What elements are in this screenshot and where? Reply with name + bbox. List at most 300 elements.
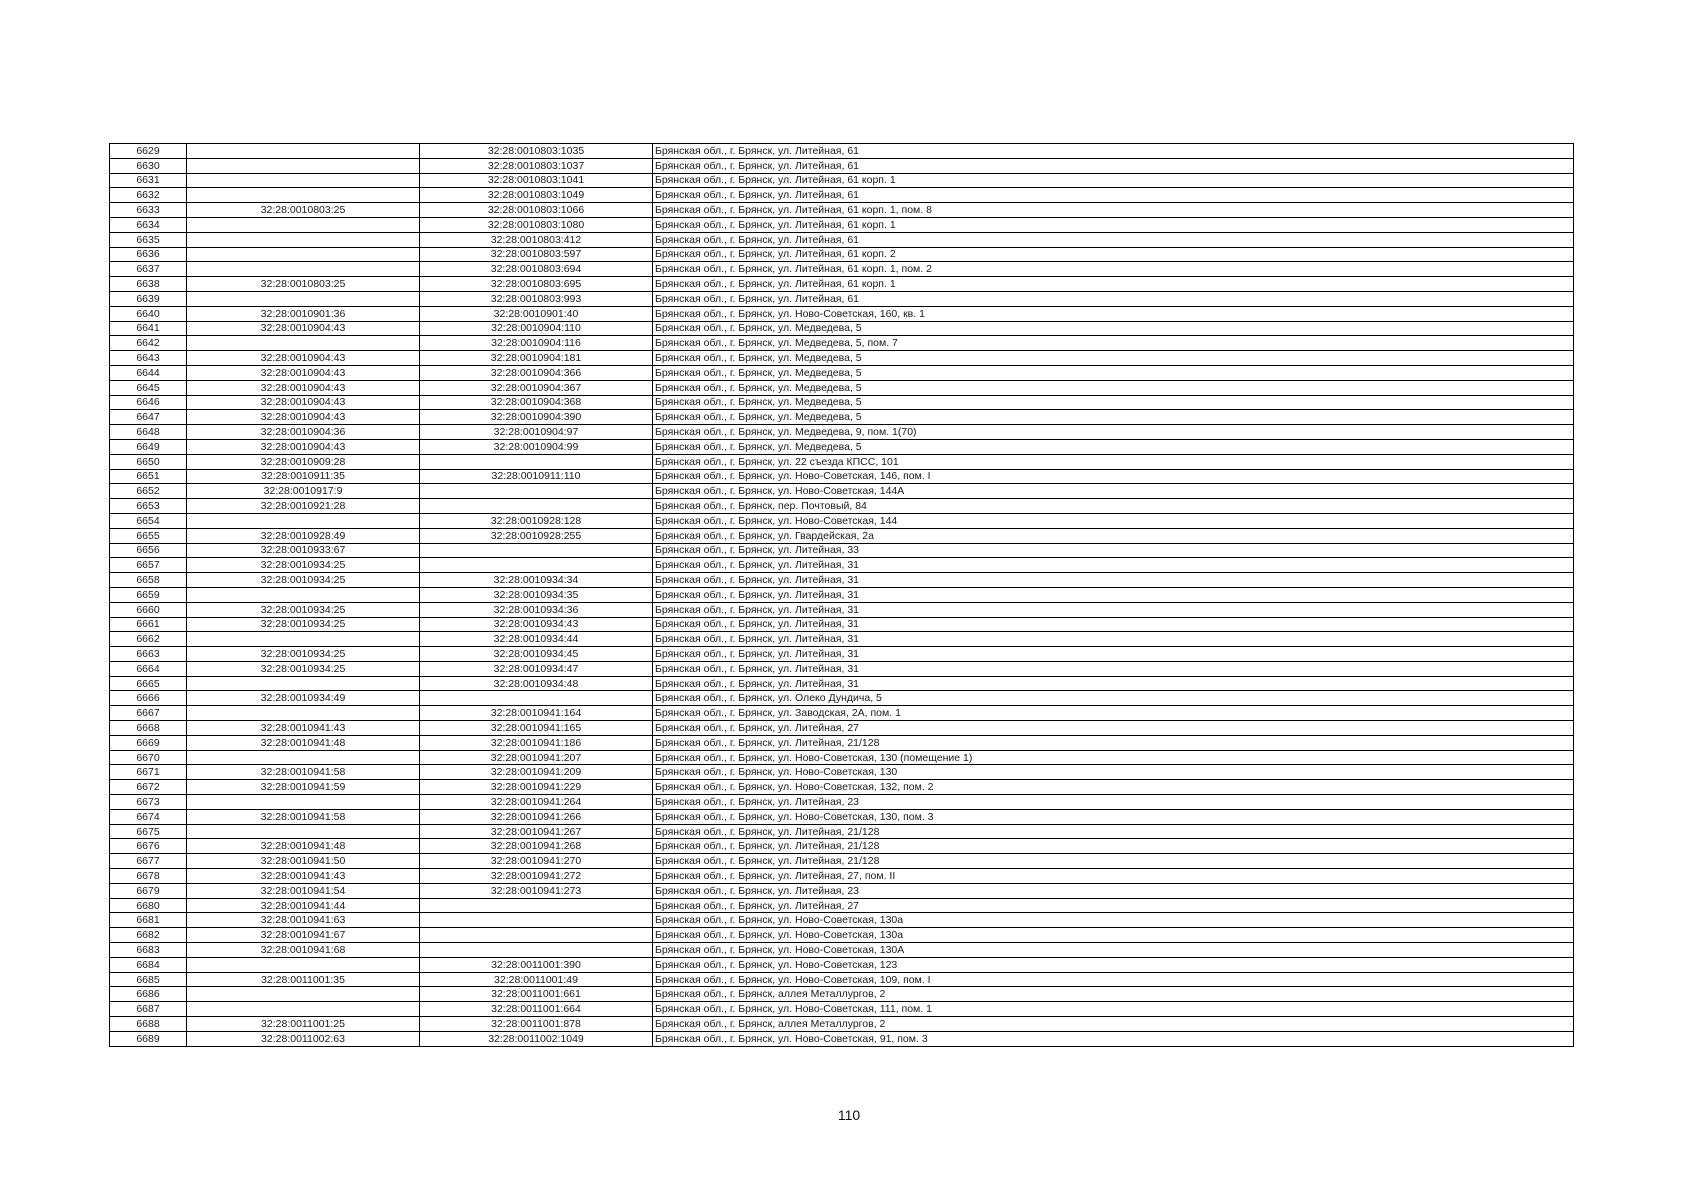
- address-cell: Брянская обл., г. Брянск, ул. Медведева, 5: [653, 321, 1574, 336]
- table-row: [110, 1017, 1574, 1032]
- table-row: [110, 217, 1574, 232]
- cadastral-number-cell: 32:28:0010941:209: [420, 765, 653, 780]
- cadastral-number-cell: 32:28:0010941:266: [420, 809, 653, 824]
- document-sheet: [109, 143, 1574, 1047]
- row-number-cell: 6647: [110, 410, 187, 425]
- table-row: [110, 706, 1574, 721]
- table-row: [110, 587, 1574, 602]
- cadastral-number-cell: 32:28:0010941:273: [420, 883, 653, 898]
- row-number-cell: 6649: [110, 439, 187, 454]
- row-number-cell: 6645: [110, 380, 187, 395]
- cadastral-number-cell: 32:28:0010904:368: [420, 395, 653, 410]
- row-number-cell: 6648: [110, 425, 187, 440]
- row-number-cell: 6684: [110, 957, 187, 972]
- address-cell: Брянская обл., г. Брянск, ул. Ново-Советская, 130А: [653, 943, 1574, 958]
- row-number-cell: 6688: [110, 1017, 187, 1032]
- address-cell: Брянская обл., г. Брянск, ул. Ново-Советская, 144А: [653, 484, 1574, 499]
- cadastral-number-cell: 32:28:0010803:597: [420, 247, 653, 262]
- parent-cadastral-number-cell: 32:28:0010928:49: [187, 528, 420, 543]
- address-cell: Брянская обл., г. Брянск, ул. Медведева, 5: [653, 365, 1574, 380]
- cadastral-number-cell: 32:28:0010904:110: [420, 321, 653, 336]
- parent-cadastral-number-cell: [187, 676, 420, 691]
- parent-cadastral-number-cell: [187, 750, 420, 765]
- address-cell: Брянская обл., г. Брянск, ул. Литейная, 31: [653, 632, 1574, 647]
- row-number-cell: 6652: [110, 484, 187, 499]
- cadastral-number-cell: 32:28:0010904:97: [420, 425, 653, 440]
- address-cell: Брянская обл., г. Брянск, ул. Гвардейская, 2а: [653, 528, 1574, 543]
- table-row: [110, 928, 1574, 943]
- parent-cadastral-number-cell: 32:28:0010941:43: [187, 869, 420, 884]
- table-row: [110, 558, 1574, 573]
- parent-cadastral-number-cell: 32:28:0011001:35: [187, 972, 420, 987]
- cadastral-number-cell: 32:28:0010941:164: [420, 706, 653, 721]
- address-cell: Брянская обл., г. Брянск, ул. Литейная, 31: [653, 573, 1574, 588]
- cadastral-number-cell: 32:28:0010934:34: [420, 573, 653, 588]
- parent-cadastral-number-cell: 32:28:0010904:43: [187, 321, 420, 336]
- table-row: [110, 898, 1574, 913]
- cadastral-number-cell: 32:28:0010934:44: [420, 632, 653, 647]
- row-number-cell: 6675: [110, 824, 187, 839]
- cadastral-number-cell: 32:28:0011001:390: [420, 957, 653, 972]
- table-row: [110, 676, 1574, 691]
- cadastral-number-cell: 32:28:0010904:367: [420, 380, 653, 395]
- parent-cadastral-number-cell: [187, 247, 420, 262]
- row-number-cell: 6679: [110, 883, 187, 898]
- row-number-cell: 6660: [110, 602, 187, 617]
- parent-cadastral-number-cell: [187, 706, 420, 721]
- cadastral-number-cell: 32:28:0011001:661: [420, 987, 653, 1002]
- row-number-cell: 6671: [110, 765, 187, 780]
- table-row: [110, 602, 1574, 617]
- address-cell: Брянская обл., г. Брянск, ул. Литейная, 61 корп. 1: [653, 277, 1574, 292]
- table-row: [110, 824, 1574, 839]
- address-cell: Брянская обл., г. Брянск, ул. Литейная, 31: [653, 676, 1574, 691]
- address-cell: Брянская обл., г. Брянск, ул. Медведева, 5: [653, 351, 1574, 366]
- address-cell: Брянская обл., г. Брянск, пер. Почтовый, 84: [653, 499, 1574, 514]
- parent-cadastral-number-cell: [187, 158, 420, 173]
- table-row: [110, 943, 1574, 958]
- cadastral-number-cell: 32:28:0010941:267: [420, 824, 653, 839]
- address-cell: Брянская обл., г. Брянск, ул. Литейная, 61: [653, 144, 1574, 159]
- address-cell: Брянская обл., г. Брянск, ул. Ново-Советская, 146, пом. I: [653, 469, 1574, 484]
- table-row: [110, 469, 1574, 484]
- parent-cadastral-number-cell: [187, 824, 420, 839]
- parent-cadastral-number-cell: [187, 336, 420, 351]
- row-number-cell: 6681: [110, 913, 187, 928]
- address-cell: Брянская обл., г. Брянск, ул. Медведева, 5: [653, 380, 1574, 395]
- table-row: [110, 617, 1574, 632]
- cadastral-number-cell: [420, 691, 653, 706]
- row-number-cell: 6644: [110, 365, 187, 380]
- address-cell: Брянская обл., г. Брянск, ул. Литейная, 23: [653, 795, 1574, 810]
- address-cell: Брянская обл., г. Брянск, ул. Литейная, 61 корп. 2: [653, 247, 1574, 262]
- table-row: [110, 632, 1574, 647]
- row-number-cell: 6636: [110, 247, 187, 262]
- row-number-cell: 6631: [110, 173, 187, 188]
- parent-cadastral-number-cell: [187, 188, 420, 203]
- row-number-cell: 6630: [110, 158, 187, 173]
- address-cell: Брянская обл., г. Брянск, ул. Ново-Советская, 130 (помещение 1): [653, 750, 1574, 765]
- row-number-cell: 6670: [110, 750, 187, 765]
- address-cell: Брянская обл., г. Брянск, ул. Литейная, 31: [653, 602, 1574, 617]
- cadastral-number-cell: 32:28:0010928:255: [420, 528, 653, 543]
- parent-cadastral-number-cell: 32:28:0011001:25: [187, 1017, 420, 1032]
- parent-cadastral-number-cell: [187, 587, 420, 602]
- table-row: [110, 351, 1574, 366]
- parent-cadastral-number-cell: 32:28:0010941:58: [187, 809, 420, 824]
- address-cell: Брянская обл., г. Брянск, ул. Ново-Советская, 109, пом. I: [653, 972, 1574, 987]
- cadastral-number-cell: 32:28:0010941:186: [420, 735, 653, 750]
- table-row: [110, 839, 1574, 854]
- parent-cadastral-number-cell: 32:28:0010941:43: [187, 721, 420, 736]
- cadastral-number-cell: [420, 454, 653, 469]
- parent-cadastral-number-cell: 32:28:0010904:43: [187, 439, 420, 454]
- row-number-cell: 6633: [110, 203, 187, 218]
- row-number-cell: 6659: [110, 587, 187, 602]
- table-row: [110, 336, 1574, 351]
- row-number-cell: 6638: [110, 277, 187, 292]
- parent-cadastral-number-cell: [187, 1002, 420, 1017]
- row-number-cell: 6641: [110, 321, 187, 336]
- address-cell: Брянская обл., г. Брянск, ул. Медведева, 5: [653, 439, 1574, 454]
- cadastral-number-cell: 32:28:0010928:128: [420, 513, 653, 528]
- parent-cadastral-number-cell: 32:28:0010941:48: [187, 839, 420, 854]
- cadastral-number-cell: 32:28:0010941:165: [420, 721, 653, 736]
- address-cell: Брянская обл., г. Брянск, ул. Литейная, 21/128: [653, 854, 1574, 869]
- cadastral-number-cell: 32:28:0010803:694: [420, 262, 653, 277]
- row-number-cell: 6650: [110, 454, 187, 469]
- table-row: [110, 188, 1574, 203]
- table-row: [110, 499, 1574, 514]
- parent-cadastral-number-cell: 32:28:0010934:49: [187, 691, 420, 706]
- table-row: [110, 661, 1574, 676]
- row-number-cell: 6664: [110, 661, 187, 676]
- row-number-cell: 6634: [110, 217, 187, 232]
- row-number-cell: 6678: [110, 869, 187, 884]
- row-number-cell: 6640: [110, 306, 187, 321]
- row-number-cell: 6682: [110, 928, 187, 943]
- cadastral-number-cell: 32:28:0010904:99: [420, 439, 653, 454]
- row-number-cell: 6655: [110, 528, 187, 543]
- table-row: [110, 869, 1574, 884]
- row-number-cell: 6651: [110, 469, 187, 484]
- address-cell: Брянская обл., г. Брянск, ул. Литейная, 31: [653, 617, 1574, 632]
- parent-cadastral-number-cell: 32:28:0010941:58: [187, 765, 420, 780]
- address-cell: Брянская обл., г. Брянск, ул. Ново-Советская, 132, пом. 2: [653, 780, 1574, 795]
- cadastral-number-cell: 32:28:0010901:40: [420, 306, 653, 321]
- table-row: [110, 321, 1574, 336]
- address-cell: Брянская обл., г. Брянск, ул. Медведева, 9, пом. 1(70): [653, 425, 1574, 440]
- cadastral-number-cell: 32:28:0010803:1049: [420, 188, 653, 203]
- address-cell: Брянская обл., г. Брянск, ул. Ново-Советская, 160, кв. 1: [653, 306, 1574, 321]
- address-cell: Брянская обл., г. Брянск, ул. 22 съезда КПСС, 101: [653, 454, 1574, 469]
- parent-cadastral-number-cell: [187, 217, 420, 232]
- address-cell: Брянская обл., г. Брянск, ул. Литейная, 31: [653, 661, 1574, 676]
- row-number-cell: 6656: [110, 543, 187, 558]
- table-row: [110, 528, 1574, 543]
- cadastral-number-cell: 32:28:0010934:35: [420, 587, 653, 602]
- address-cell: Брянская обл., г. Брянск, ул. Ново-Советская, 130а: [653, 913, 1574, 928]
- table-row: [110, 750, 1574, 765]
- cadastral-number-cell: [420, 913, 653, 928]
- address-cell: Брянская обл., г. Брянск, ул. Медведева, 5, пом. 7: [653, 336, 1574, 351]
- registry-table-body: [110, 144, 1574, 1047]
- table-row: [110, 277, 1574, 292]
- address-cell: Брянская обл., г. Брянск, ул. Литейная, 61: [653, 158, 1574, 173]
- cadastral-number-cell: 32:28:0010934:48: [420, 676, 653, 691]
- row-number-cell: 6669: [110, 735, 187, 750]
- parent-cadastral-number-cell: 32:28:0011002:63: [187, 1031, 420, 1046]
- cadastral-number-cell: [420, 499, 653, 514]
- parent-cadastral-number-cell: 32:28:0010934:25: [187, 647, 420, 662]
- address-cell: Брянская обл., г. Брянск, ул. Литейная, 21/128: [653, 735, 1574, 750]
- address-cell: Брянская обл., г. Брянск, ул. Литейная, 31: [653, 647, 1574, 662]
- cadastral-number-cell: 32:28:0010803:1035: [420, 144, 653, 159]
- row-number-cell: 6661: [110, 617, 187, 632]
- address-cell: Брянская обл., г. Брянск, ул. Олеко Дундича, 5: [653, 691, 1574, 706]
- row-number-cell: 6632: [110, 188, 187, 203]
- address-cell: Брянская обл., г. Брянск, ул. Литейная, 21/128: [653, 839, 1574, 854]
- parent-cadastral-number-cell: 32:28:0010934:25: [187, 558, 420, 573]
- row-number-cell: 6658: [110, 573, 187, 588]
- row-number-cell: 6637: [110, 262, 187, 277]
- row-number-cell: 6653: [110, 499, 187, 514]
- cadastral-number-cell: 32:28:0010941:264: [420, 795, 653, 810]
- table-row: [110, 439, 1574, 454]
- table-row: [110, 957, 1574, 972]
- address-cell: Брянская обл., г. Брянск, ул. Ново-Советская, 111, пом. 1: [653, 1002, 1574, 1017]
- parent-cadastral-number-cell: 32:28:0010803:25: [187, 203, 420, 218]
- row-number-cell: 6676: [110, 839, 187, 854]
- parent-cadastral-number-cell: 32:28:0010941:59: [187, 780, 420, 795]
- address-cell: Брянская обл., г. Брянск, аллея Металлургов, 2: [653, 1017, 1574, 1032]
- address-cell: Брянская обл., г. Брянск, ул. Ново-Советская, 130а: [653, 928, 1574, 943]
- cadastral-number-cell: 32:28:0010941:207: [420, 750, 653, 765]
- cadastral-number-cell: 32:28:0010934:47: [420, 661, 653, 676]
- parent-cadastral-number-cell: 32:28:0010933:67: [187, 543, 420, 558]
- page-number: 110: [837, 1107, 861, 1123]
- parent-cadastral-number-cell: 32:28:0010934:25: [187, 617, 420, 632]
- address-cell: Брянская обл., г. Брянск, ул. Литейная, 61 корп. 1, пом. 2: [653, 262, 1574, 277]
- row-number-cell: 6686: [110, 987, 187, 1002]
- table-row: [110, 573, 1574, 588]
- address-cell: Брянская обл., г. Брянск, ул. Литейная, 27: [653, 898, 1574, 913]
- table-row: [110, 795, 1574, 810]
- address-cell: Брянская обл., г. Брянск, ул. Литейная, 21/128: [653, 824, 1574, 839]
- parent-cadastral-number-cell: [187, 987, 420, 1002]
- row-number-cell: 6672: [110, 780, 187, 795]
- cadastral-number-cell: 32:28:0011001:49: [420, 972, 653, 987]
- parent-cadastral-number-cell: [187, 173, 420, 188]
- row-number-cell: 6654: [110, 513, 187, 528]
- parent-cadastral-number-cell: [187, 632, 420, 647]
- cadastral-number-cell: [420, 898, 653, 913]
- parent-cadastral-number-cell: [187, 232, 420, 247]
- address-cell: Брянская обл., г. Брянск, ул. Медведева, 5: [653, 395, 1574, 410]
- table-row: [110, 765, 1574, 780]
- row-number-cell: 6629: [110, 144, 187, 159]
- row-number-cell: 6677: [110, 854, 187, 869]
- address-cell: Брянская обл., г. Брянск, ул. Литейная, 61 корп. 1: [653, 217, 1574, 232]
- row-number-cell: 6683: [110, 943, 187, 958]
- cadastral-number-cell: 32:28:0010934:36: [420, 602, 653, 617]
- cadastral-number-cell: 32:28:0010904:181: [420, 351, 653, 366]
- table-row: [110, 543, 1574, 558]
- cadastral-number-cell: [420, 484, 653, 499]
- parent-cadastral-number-cell: 32:28:0010917:9: [187, 484, 420, 499]
- table-row: [110, 809, 1574, 824]
- row-number-cell: 6657: [110, 558, 187, 573]
- parent-cadastral-number-cell: 32:28:0010921:28: [187, 499, 420, 514]
- parent-cadastral-number-cell: 32:28:0010904:43: [187, 395, 420, 410]
- cadastral-number-cell: 32:28:0010904:390: [420, 410, 653, 425]
- row-number-cell: 6667: [110, 706, 187, 721]
- table-row: [110, 380, 1574, 395]
- parent-cadastral-number-cell: 32:28:0010934:25: [187, 573, 420, 588]
- row-number-cell: 6662: [110, 632, 187, 647]
- address-cell: Брянская обл., г. Брянск, ул. Литейная, 61 корп. 1, пом. 8: [653, 203, 1574, 218]
- table-row: [110, 395, 1574, 410]
- table-row: [110, 647, 1574, 662]
- table-row: [110, 1002, 1574, 1017]
- parent-cadastral-number-cell: 32:28:0010941:54: [187, 883, 420, 898]
- address-cell: Брянская обл., г. Брянск, ул. Литейная, 31: [653, 587, 1574, 602]
- row-number-cell: 6689: [110, 1031, 187, 1046]
- cadastral-number-cell: 32:28:0011001:664: [420, 1002, 653, 1017]
- table-row: [110, 410, 1574, 425]
- address-cell: Брянская обл., г. Брянск, ул. Литейная, 33: [653, 543, 1574, 558]
- table-row: [110, 247, 1574, 262]
- row-number-cell: 6663: [110, 647, 187, 662]
- cadastral-number-cell: 32:28:0010941:272: [420, 869, 653, 884]
- row-number-cell: 6668: [110, 721, 187, 736]
- address-cell: Брянская обл., г. Брянск, ул. Заводская, 2А, пом. 1: [653, 706, 1574, 721]
- parent-cadastral-number-cell: [187, 795, 420, 810]
- parent-cadastral-number-cell: 32:28:0010904:43: [187, 410, 420, 425]
- table-row: [110, 365, 1574, 380]
- row-number-cell: 6639: [110, 291, 187, 306]
- table-row: [110, 484, 1574, 499]
- table-row: [110, 987, 1574, 1002]
- row-number-cell: 6674: [110, 809, 187, 824]
- cadastral-number-cell: 32:28:0010803:1041: [420, 173, 653, 188]
- parent-cadastral-number-cell: 32:28:0010904:43: [187, 351, 420, 366]
- parent-cadastral-number-cell: 32:28:0010941:63: [187, 913, 420, 928]
- table-row: [110, 173, 1574, 188]
- address-cell: Брянская обл., г. Брянск, ул. Литейная, 61: [653, 232, 1574, 247]
- table-row: [110, 158, 1574, 173]
- parent-cadastral-number-cell: 32:28:0010934:25: [187, 661, 420, 676]
- address-cell: Брянская обл., г. Брянск, ул. Литейная, 27: [653, 721, 1574, 736]
- cadastral-number-cell: 32:28:0010904:366: [420, 365, 653, 380]
- cadastral-number-cell: 32:28:0010803:695: [420, 277, 653, 292]
- address-cell: Брянская обл., г. Брянск, ул. Ново-Советская, 144: [653, 513, 1574, 528]
- row-number-cell: 6665: [110, 676, 187, 691]
- cadastral-number-cell: 32:28:0010803:1037: [420, 158, 653, 173]
- table-row: [110, 291, 1574, 306]
- row-number-cell: 6666: [110, 691, 187, 706]
- table-row: [110, 780, 1574, 795]
- table-row: [110, 203, 1574, 218]
- cadastral-number-cell: 32:28:0010803:1080: [420, 217, 653, 232]
- row-number-cell: 6687: [110, 1002, 187, 1017]
- cadastral-number-cell: 32:28:0010911:110: [420, 469, 653, 484]
- row-number-cell: 6685: [110, 972, 187, 987]
- cadastral-number-cell: 32:28:0010803:993: [420, 291, 653, 306]
- row-number-cell: 6646: [110, 395, 187, 410]
- parent-cadastral-number-cell: 32:28:0010941:50: [187, 854, 420, 869]
- table-row: [110, 513, 1574, 528]
- table-row: [110, 1031, 1574, 1046]
- parent-cadastral-number-cell: 32:28:0010934:25: [187, 602, 420, 617]
- cadastral-number-cell: 32:28:0010941:229: [420, 780, 653, 795]
- parent-cadastral-number-cell: [187, 513, 420, 528]
- parent-cadastral-number-cell: 32:28:0010941:48: [187, 735, 420, 750]
- row-number-cell: 6642: [110, 336, 187, 351]
- cadastral-number-cell: [420, 943, 653, 958]
- table-row: [110, 721, 1574, 736]
- address-cell: Брянская обл., г. Брянск, ул. Литейная, 61: [653, 188, 1574, 203]
- table-row: [110, 306, 1574, 321]
- parent-cadastral-number-cell: 32:28:0010941:44: [187, 898, 420, 913]
- property-registry-table: [109, 143, 1574, 1047]
- table-row: [110, 454, 1574, 469]
- table-row: [110, 854, 1574, 869]
- cadastral-number-cell: [420, 928, 653, 943]
- table-row: [110, 232, 1574, 247]
- address-cell: Брянская обл., г. Брянск, ул. Ново-Советская, 91, пом. 3: [653, 1031, 1574, 1046]
- address-cell: Брянская обл., г. Брянск, ул. Литейная, 31: [653, 558, 1574, 573]
- parent-cadastral-number-cell: [187, 144, 420, 159]
- table-row: [110, 144, 1574, 159]
- cadastral-number-cell: 32:28:0010941:268: [420, 839, 653, 854]
- address-cell: Брянская обл., г. Брянск, ул. Ново-Советская, 123: [653, 957, 1574, 972]
- table-row: [110, 425, 1574, 440]
- parent-cadastral-number-cell: 32:28:0010901:36: [187, 306, 420, 321]
- table-row: [110, 913, 1574, 928]
- row-number-cell: 6635: [110, 232, 187, 247]
- row-number-cell: 6643: [110, 351, 187, 366]
- table-row: [110, 262, 1574, 277]
- cadastral-number-cell: [420, 543, 653, 558]
- parent-cadastral-number-cell: 32:28:0010904:43: [187, 380, 420, 395]
- cadastral-number-cell: 32:28:0010803:412: [420, 232, 653, 247]
- row-number-cell: 6673: [110, 795, 187, 810]
- parent-cadastral-number-cell: 32:28:0010941:67: [187, 928, 420, 943]
- cadastral-number-cell: 32:28:0011001:878: [420, 1017, 653, 1032]
- table-row: [110, 735, 1574, 750]
- parent-cadastral-number-cell: 32:28:0010803:25: [187, 277, 420, 292]
- parent-cadastral-number-cell: 32:28:0010904:43: [187, 365, 420, 380]
- address-cell: Брянская обл., г. Брянск, аллея Металлургов, 2: [653, 987, 1574, 1002]
- parent-cadastral-number-cell: 32:28:0010904:36: [187, 425, 420, 440]
- address-cell: Брянская обл., г. Брянск, ул. Ново-Советская, 130: [653, 765, 1574, 780]
- table-row: [110, 883, 1574, 898]
- cadastral-number-cell: 32:28:0010934:43: [420, 617, 653, 632]
- cadastral-number-cell: 32:28:0010904:116: [420, 336, 653, 351]
- parent-cadastral-number-cell: [187, 957, 420, 972]
- cadastral-number-cell: 32:28:0011002:1049: [420, 1031, 653, 1046]
- address-cell: Брянская обл., г. Брянск, ул. Литейная, 61: [653, 291, 1574, 306]
- address-cell: Брянская обл., г. Брянск, ул. Ново-Советская, 130, пом. 3: [653, 809, 1574, 824]
- parent-cadastral-number-cell: [187, 262, 420, 277]
- address-cell: Брянская обл., г. Брянск, ул. Литейная, 61 корп. 1: [653, 173, 1574, 188]
- parent-cadastral-number-cell: 32:28:0010941:68: [187, 943, 420, 958]
- parent-cadastral-number-cell: 32:28:0010909:28: [187, 454, 420, 469]
- table-row: [110, 972, 1574, 987]
- cadastral-number-cell: 32:28:0010934:45: [420, 647, 653, 662]
- address-cell: Брянская обл., г. Брянск, ул. Медведева, 5: [653, 410, 1574, 425]
